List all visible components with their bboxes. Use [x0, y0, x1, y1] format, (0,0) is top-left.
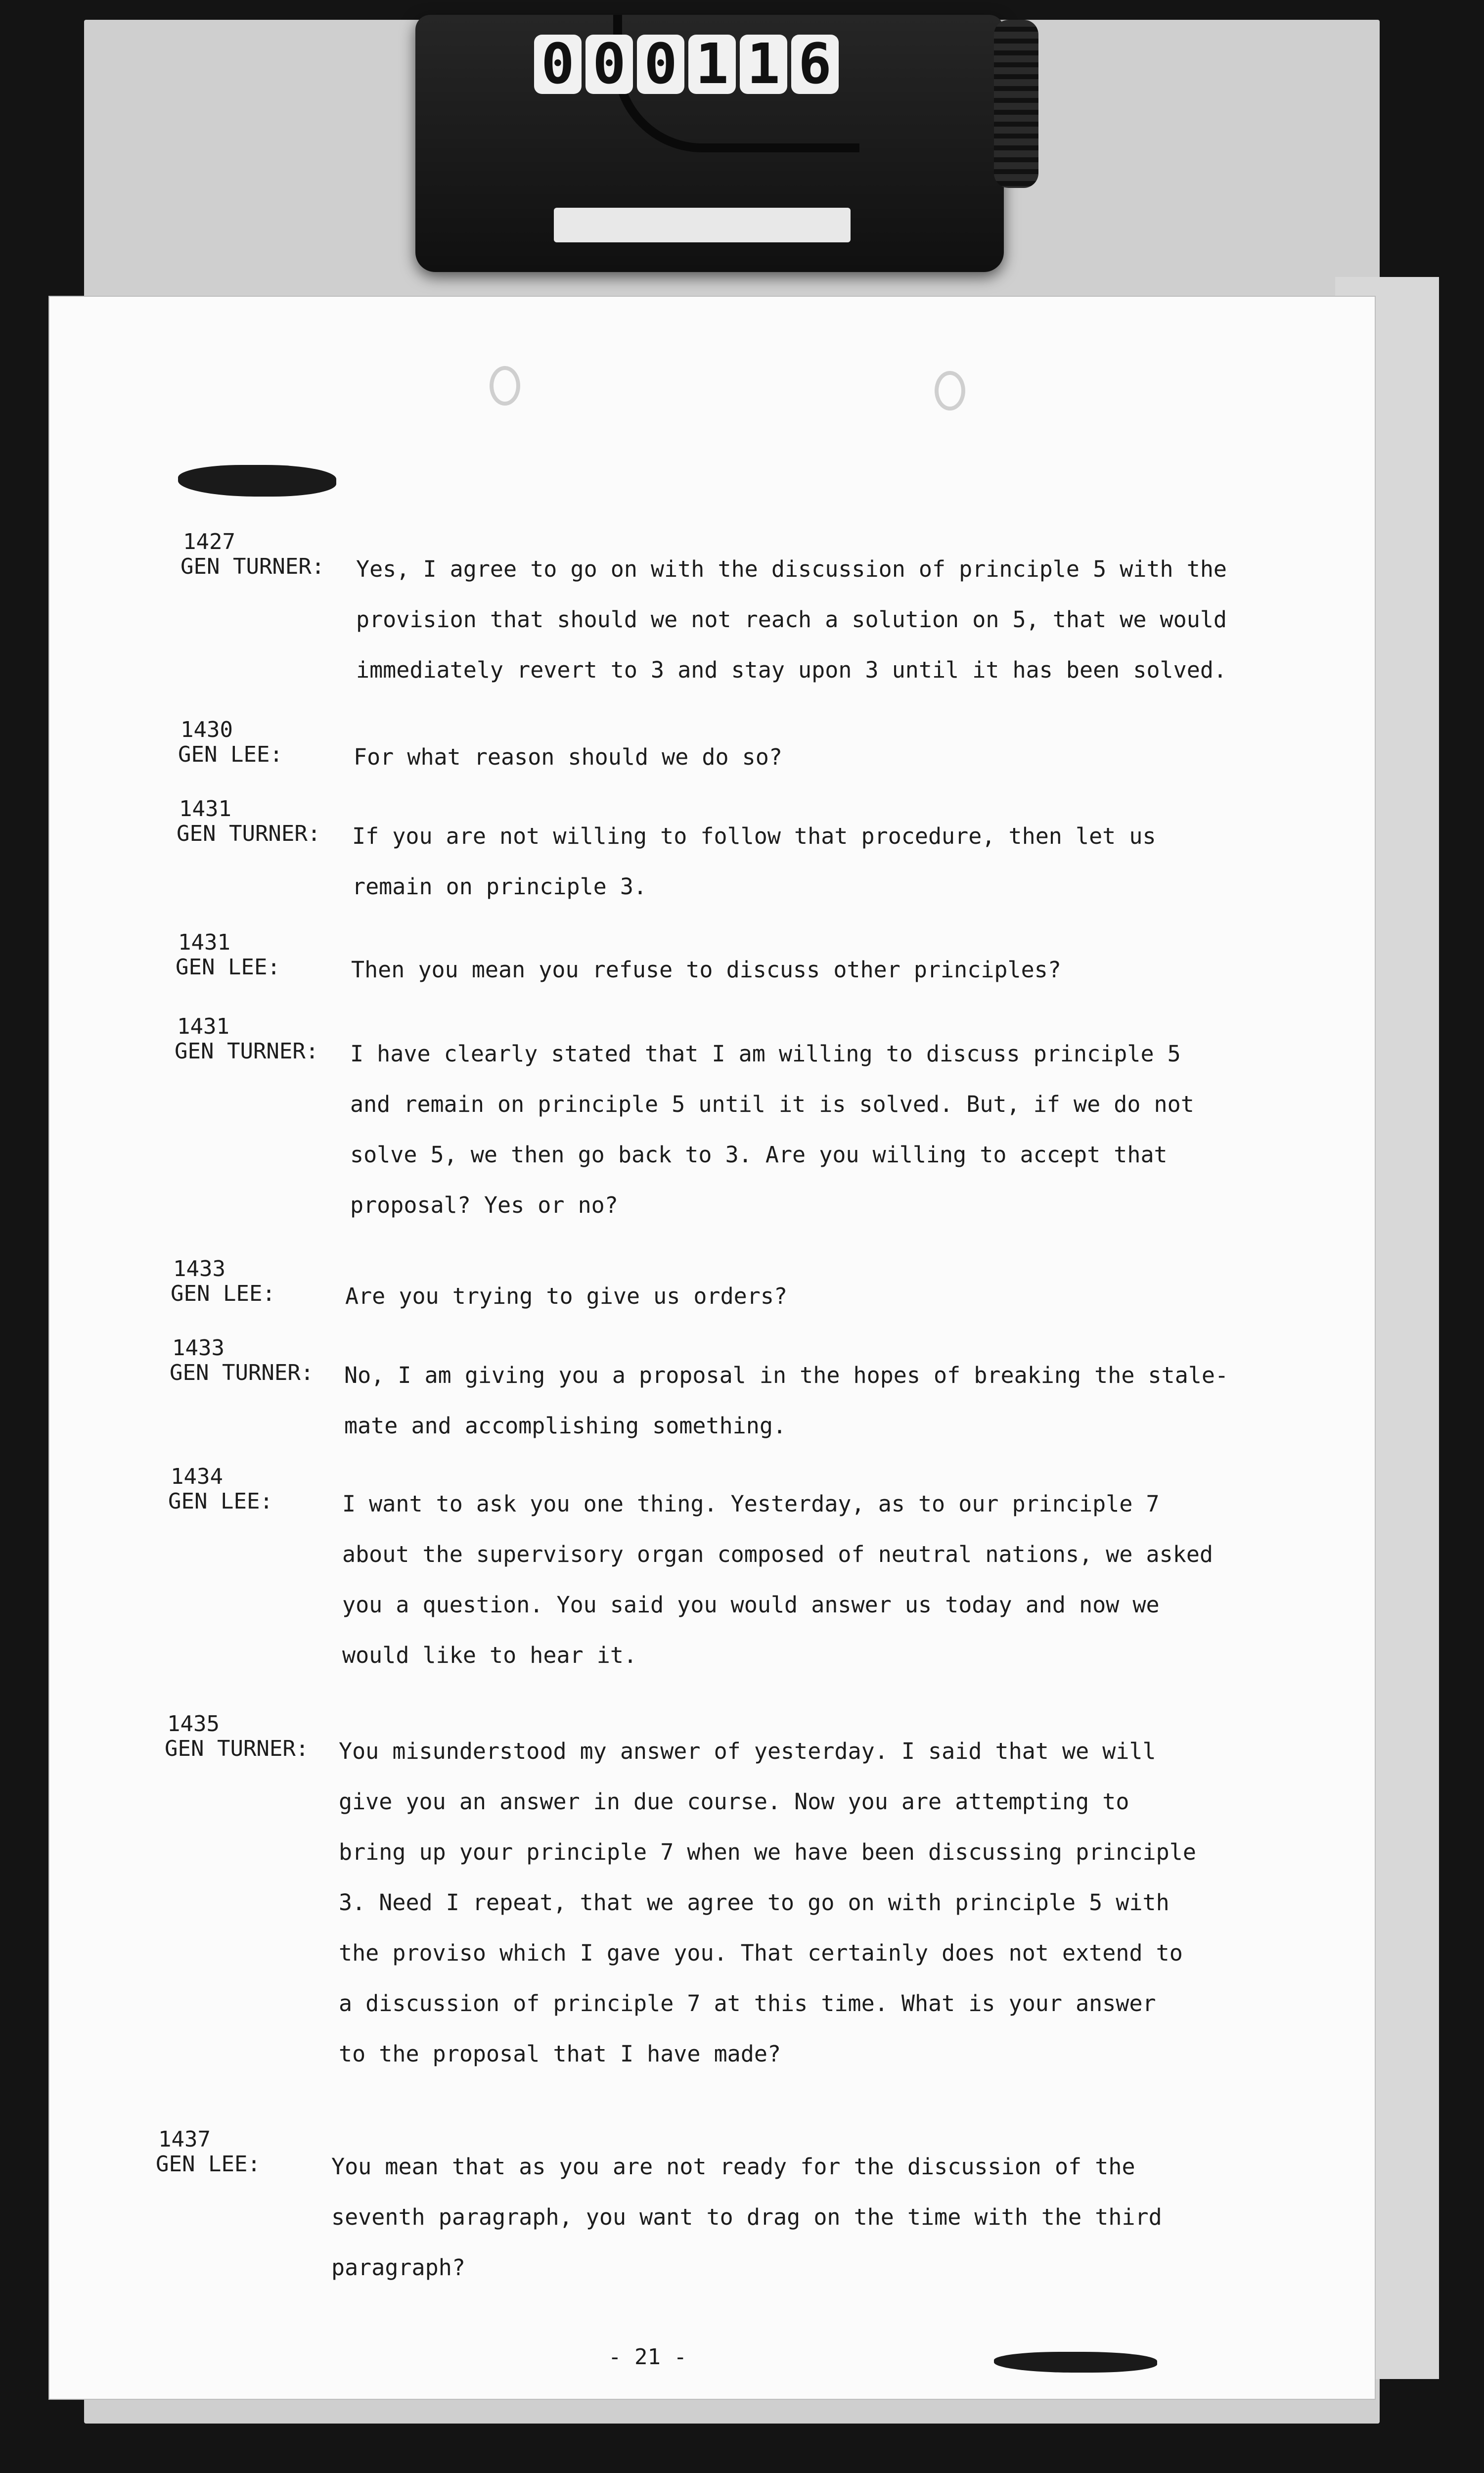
counter-digit: 1: [740, 35, 787, 94]
entry-text-line: I have clearly stated that I am willing to discuss principle 5: [350, 1041, 1181, 1067]
entry-text-line: the proviso which I gave you. That certainly does not extend to: [339, 1940, 1183, 1966]
entry-text-line: proposal? Yes or no?: [350, 1192, 618, 1218]
entry-text-line: paragraph?: [331, 2254, 465, 2281]
entry-speaker: GEN TURNER:: [177, 821, 321, 846]
entry-text-line: provision that should we not reach a solution on 5, that we would: [356, 606, 1227, 633]
entry-text-line: a discussion of principle 7 at this time. What is your answer: [339, 1990, 1156, 2016]
entry-speaker: GEN LEE:: [168, 1489, 273, 1514]
entry-time: 1434: [171, 1464, 223, 1489]
entry-text-line: to the proposal that I have made?: [339, 2041, 781, 2067]
entry-text-line: give you an answer in due course. Now you are attempting to: [339, 1788, 1129, 1815]
entry-time: 1435: [167, 1711, 220, 1737]
counter-digit: 0: [534, 35, 582, 94]
redaction-mark: [178, 465, 336, 497]
entry-speaker: GEN TURNER:: [175, 1039, 319, 1064]
entry-text-line: and remain on principle 5 until it is solved. But, if we do not: [350, 1091, 1194, 1117]
entry-text-line: mate and accomplishing something.: [344, 1413, 787, 1439]
entry-text-line: would like to hear it.: [342, 1642, 637, 1668]
entry-text-line: No, I am giving you a proposal in the hopes of breaking the stale-: [344, 1362, 1229, 1388]
entry-speaker: GEN LEE:: [176, 955, 280, 980]
entry-speaker: GEN TURNER:: [165, 1736, 309, 1761]
frame-counter: [415, 15, 1004, 272]
entry-text-line: You misunderstood my answer of yesterday. I said that we will: [339, 1738, 1156, 1764]
entry-text-line: I want to ask you one thing. Yesterday, as to our principle 7: [342, 1491, 1160, 1517]
entry-text-line: solve 5, we then go back to 3. Are you willing to accept that: [350, 1142, 1168, 1168]
entry-text-line: immediately revert to 3 and stay upon 3 until it has been solved.: [356, 657, 1227, 683]
entry-text-line: seventh paragraph, you want to drag on the time with the third: [331, 2204, 1162, 2230]
entry-speaker: GEN TURNER:: [170, 1360, 314, 1385]
entry-text-line: remain on principle 3.: [352, 873, 647, 900]
entry-text-line: about the supervisory organ composed of neutral nations, we asked: [342, 1541, 1213, 1567]
entry-time: 1427: [183, 529, 235, 554]
counter-digit: 0: [585, 35, 633, 94]
entry-text-line: Are you trying to give us orders?: [345, 1283, 788, 1309]
entry-speaker: GEN LEE:: [156, 2152, 261, 2177]
counter-digits: [534, 32, 839, 96]
entry-text-line: For what reason should we do so?: [354, 744, 782, 770]
entry-speaker: GEN LEE:: [171, 1281, 275, 1306]
entry-text-line: 3. Need I repeat, that we agree to go on with principle 5 with: [339, 1889, 1169, 1916]
entry-text-line: You mean that as you are not ready for the discussion of the: [331, 2153, 1135, 2180]
entry-text-line: you a question. You said you would answer us today and now we: [342, 1592, 1160, 1618]
entry-time: 1431: [177, 1014, 229, 1039]
redaction-mark: [994, 2352, 1157, 2373]
entry-text-line: Then you mean you refuse to discuss other principles?: [351, 957, 1061, 983]
entry-speaker: GEN LEE:: [178, 742, 283, 767]
counter-knob: [994, 20, 1038, 188]
entry-text-line: Yes, I agree to go on with the discussion of principle 5 with the: [356, 556, 1227, 582]
entry-text-line: bring up your principle 7 when we have been discussing principle: [339, 1839, 1196, 1865]
counter-digit: 6: [791, 35, 839, 94]
entry-time: 1430: [180, 717, 233, 742]
entry-time: 1431: [179, 796, 231, 822]
counter-digit: 0: [637, 35, 684, 94]
entry-time: 1437: [158, 2127, 211, 2152]
punch-hole: [490, 366, 520, 406]
page-number: - 21 -: [608, 2344, 687, 2370]
entry-time: 1433: [173, 1256, 225, 1282]
document-page: [49, 297, 1375, 2399]
counter-digit: 1: [688, 35, 736, 94]
entry-time: 1431: [178, 930, 230, 955]
entry-time: 1433: [172, 1335, 225, 1361]
entry-text-line: If you are not willing to follow that procedure, then let us: [352, 823, 1156, 849]
counter-plate: [554, 208, 851, 242]
punch-hole: [935, 371, 965, 411]
entry-speaker: GEN TURNER:: [180, 554, 325, 579]
